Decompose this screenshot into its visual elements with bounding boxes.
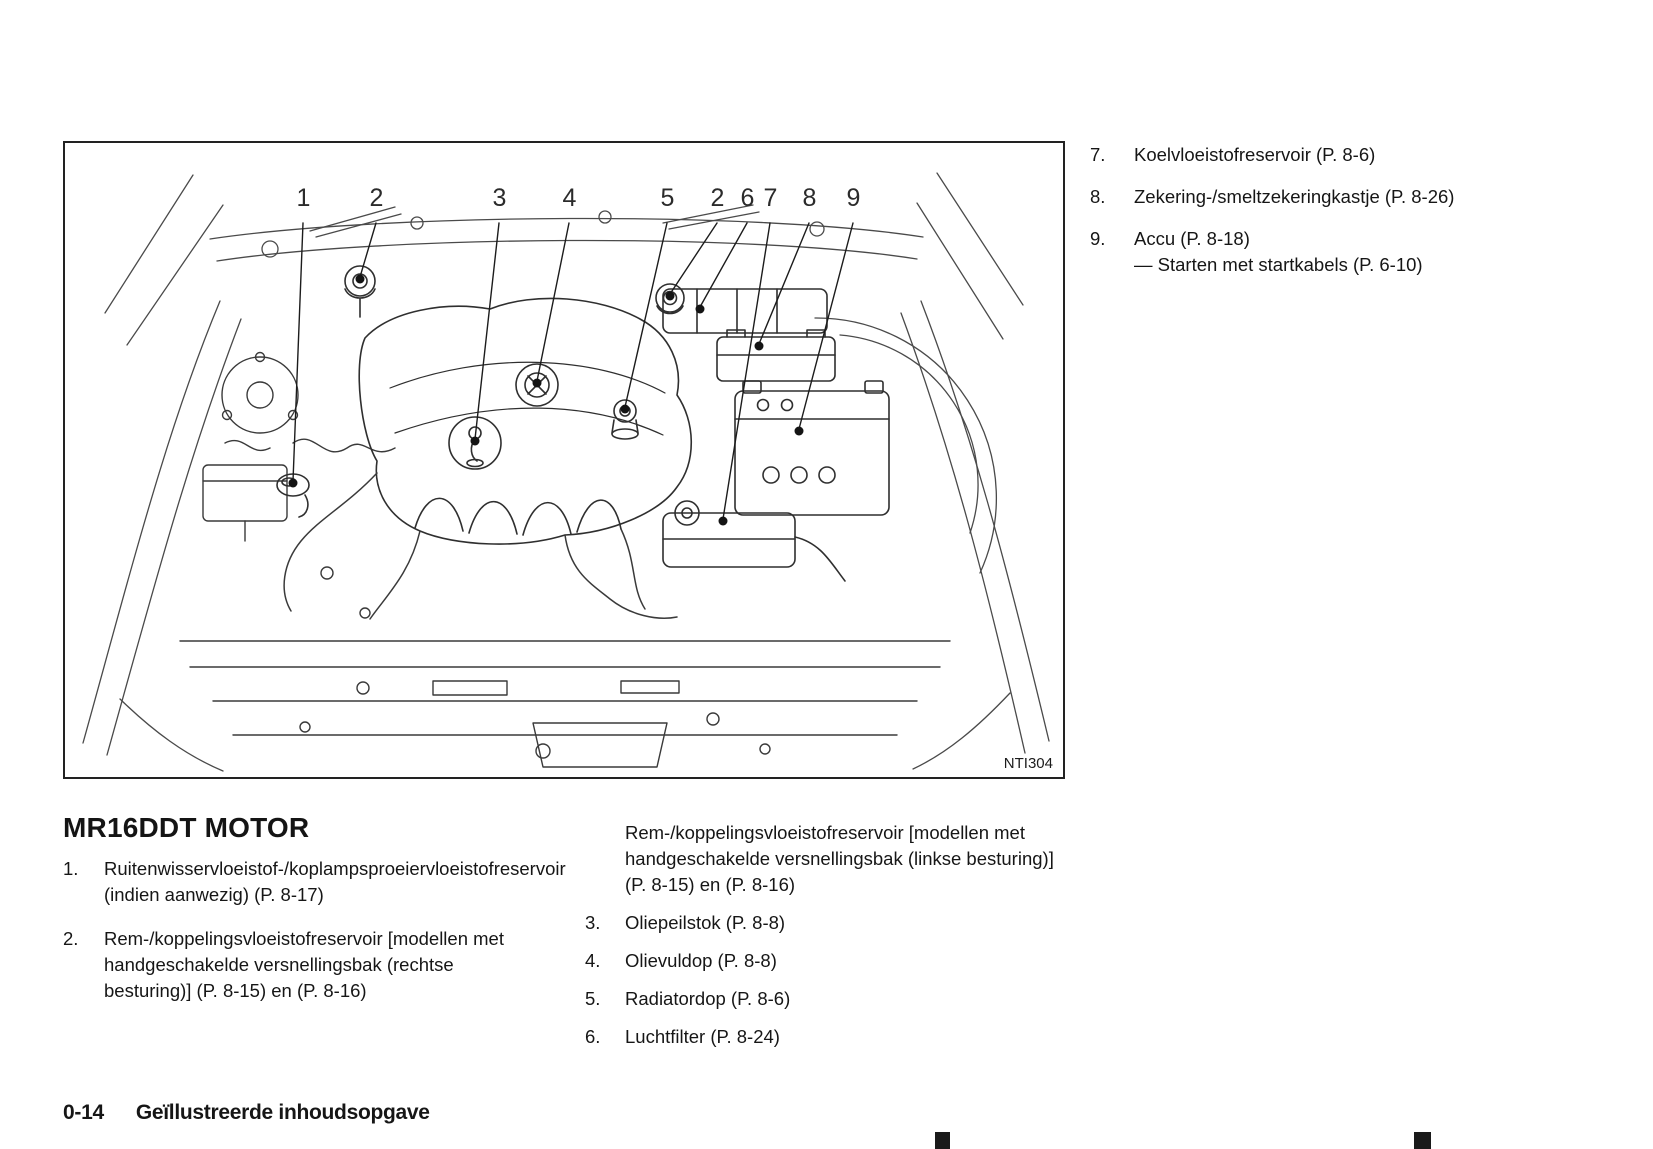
legend-item-text: Radiatordop (P. 8-6) [625,988,791,1009]
legend-item-text: Ruitenwisservloeistof-/koplampsproeiervloeistofreservoir (indien aanwezig) (P. 8-17) [104,858,566,905]
page-footer [63,1101,430,1125]
reservoir-cap-2a [345,266,375,317]
section-tab-marker-left [935,1132,950,1149]
legend-item-number: 6. [585,1026,601,1047]
hood-outline [83,173,1049,771]
callout-number: 4 [562,184,576,212]
hoses [284,473,677,619]
legend-item-subtext: — Starten met startkabels (P. 6-10) [1134,254,1423,275]
legend-item [585,948,1065,974]
fuse-box [717,330,835,381]
relay-box [203,439,395,618]
legend-item-number: 5. [585,988,601,1009]
legend-item-number: 9. [1090,228,1106,249]
legend-middle [585,820,1065,1062]
coolant-reservoir [663,501,845,581]
air-filter-box [663,289,827,333]
legend-item-text: Oliepeilstok (P. 8-8) [625,912,786,933]
legend-item-number [585,820,625,898]
legend-item [1090,142,1650,168]
legend-item-number: 8. [1090,186,1106,207]
strut-tower [222,353,298,434]
callout-number: 1 [296,184,310,212]
legend-item [585,820,1065,898]
section-tab-marker-right [1414,1132,1431,1149]
legend-item [585,986,1065,1012]
legend-item-text: Zekering-/smeltzekeringkastje (P. 8-26) [1134,186,1455,207]
page-number: 0-14 [63,1101,104,1124]
legend-item-number: 2. [63,928,79,949]
legend-item-number: 7. [1090,144,1106,165]
figure-code-label: NTI304 [1003,755,1053,772]
callout-number: 3 [492,184,506,212]
legend-item [63,856,566,908]
legend-right [1090,142,1650,294]
engine-diagram-figure [63,141,1065,779]
wheel-arch [815,318,996,573]
legend-item-number: 1. [63,858,79,879]
lower-crossmember [180,641,950,767]
callout-number: 7 [763,184,777,212]
legend-item-text: Olievuldop (P. 8-8) [625,950,777,971]
legend-item [1090,226,1650,278]
legend-item-number: 4. [585,950,601,971]
legend-item-number: 3. [585,912,601,933]
engine-line-art [65,143,1063,777]
battery [735,381,889,515]
legend-item-text-line: Accu (P. 8-18) [1134,228,1250,249]
legend-item-text: Rem-/koppelingsvloeistofreservoir [modellen met handgeschakelde versnellingsbak (linkse besturing)] (P. 8-15) en (P. 8-16) [625,822,1054,895]
callout-number: 5 [660,184,674,212]
callout-number: 9 [846,184,860,212]
legend-left [63,856,566,1022]
legend-item [585,1024,1065,1050]
callout-number: 8 [802,184,816,212]
legend-item-text: Rem-/koppelingsvloeistofreservoir [modellen met handgeschakelde versnellingsbak (rechtse besturing)] (P. 8-15) en (P. 8-16) [104,928,504,1001]
legend-item [63,926,543,1004]
footer-section-title: Geïllustreerde inhoudsopgave [135,1101,430,1124]
legend-item-text: Koelvloeistofreservoir (P. 8-6) [1134,144,1376,165]
callout-leader-lines [289,223,854,526]
legend-item [1090,184,1650,210]
callout-number: 2 [710,184,724,212]
callout-number: 2 [369,184,383,212]
legend-item-text [1134,226,1634,278]
legend-item [585,910,1065,936]
legend-item-text: Luchtfilter (P. 8-24) [625,1026,780,1047]
callout-number: 6 [740,184,754,212]
engine-model-heading: MR16DDT MOTOR [63,812,310,843]
